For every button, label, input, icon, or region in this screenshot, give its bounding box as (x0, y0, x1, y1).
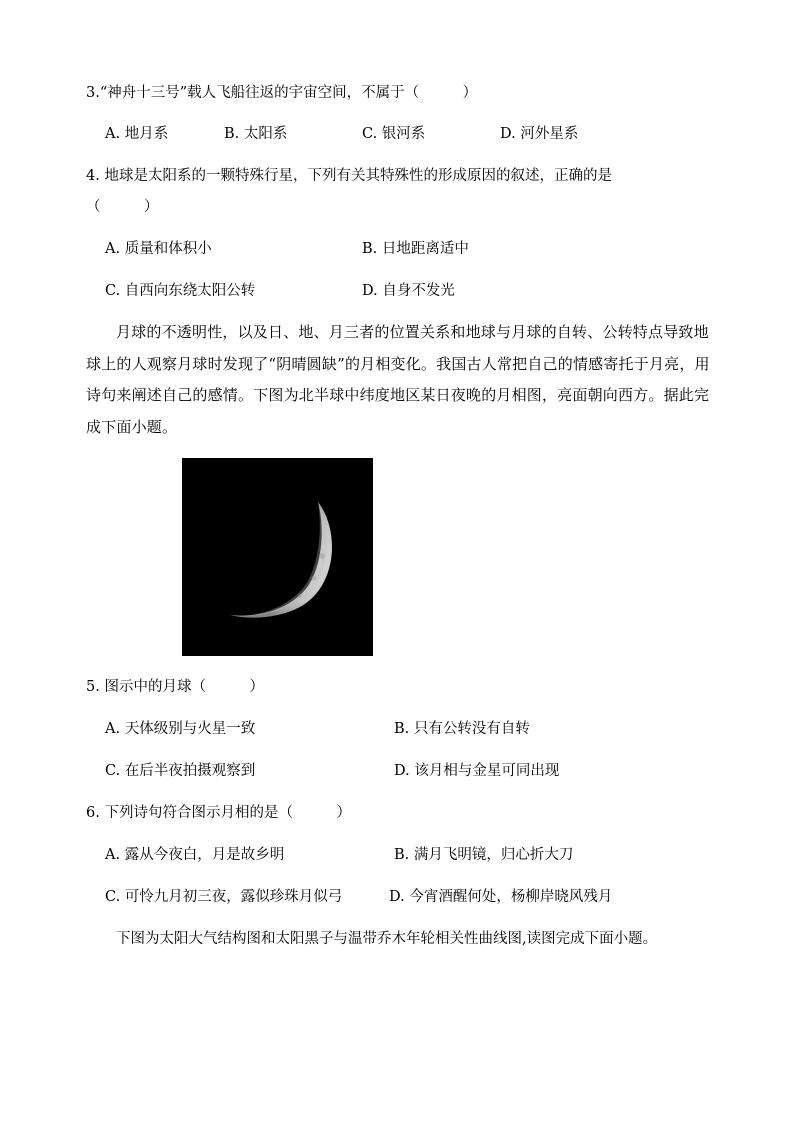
q4-option-d: D. 自身不发光 (362, 283, 455, 299)
q6-option-b: B. 满月飞明镜，归心折大刀 (394, 847, 574, 863)
q4-stem: 4. 地球是太阳系的一颗特殊行星，下列有关其特殊性的形成原因的叙述，正确的是 (86, 168, 612, 184)
q4-option-b: B. 日地距离适中 (362, 241, 469, 257)
passage-sun-atmosphere: 下图为太阳大气结构图和太阳黑子与温带乔木年轮相关性曲线图,读图完成下面小题。 (116, 931, 658, 947)
q3-option-c: C. 银河系 (362, 126, 426, 142)
q6-option-a: A. 露从今夜白，月是故乡明 (105, 847, 285, 863)
q5-option-a: A. 天体级别与火星一致 (105, 721, 256, 737)
passage-moon-phase: 月球的不透明性，以及日、地、月三者的位置关系和地球与月球的自转、公转特点导致地球上的人观察月球时发现了“阴晴圆缺”的月相变化。我国古人常把自己的情感寄托于月亮，用诗句来阐述自己的感情。下图为北半球中纬度地区某日夜晚的月相图，亮面朝向西方。据此完成下面小题。 (86, 323, 710, 436)
q5-option-d: D. 该月相与金星可同出现 (394, 763, 560, 779)
q6-stem: 6. 下列诗句符合图示月相的是（ ） (86, 805, 351, 821)
moon-phase-photo (182, 458, 373, 656)
q3-option-a: A. 地月系 (105, 126, 169, 142)
q6-option-d: D. 今宵酒醒何处，杨柳岸晓风残月 (389, 889, 613, 905)
crescent-moon-image (182, 458, 373, 656)
q4-stem-cont: （ ） (86, 199, 159, 215)
q4-option-c: C. 自西向东绕太阳公转 (105, 283, 256, 299)
q5-option-c: C. 在后半夜拍摄观察到 (105, 763, 256, 779)
q6-option-c: C. 可怜九月初三夜，露似珍珠月似弓 (105, 889, 343, 905)
q3-option-b: B. 太阳系 (224, 126, 288, 142)
q3-stem: 3.“神舟十三号”载人飞船往返的宇宙空间，不属于（ ） (86, 85, 478, 101)
q5-stem: 5. 图示中的月球（ ） (86, 679, 264, 695)
q4-option-a: A. 质量和体积小 (105, 241, 212, 257)
q3-option-d: D. 河外星系 (500, 126, 579, 142)
q5-option-b: B. 只有公转没有自转 (394, 721, 530, 737)
